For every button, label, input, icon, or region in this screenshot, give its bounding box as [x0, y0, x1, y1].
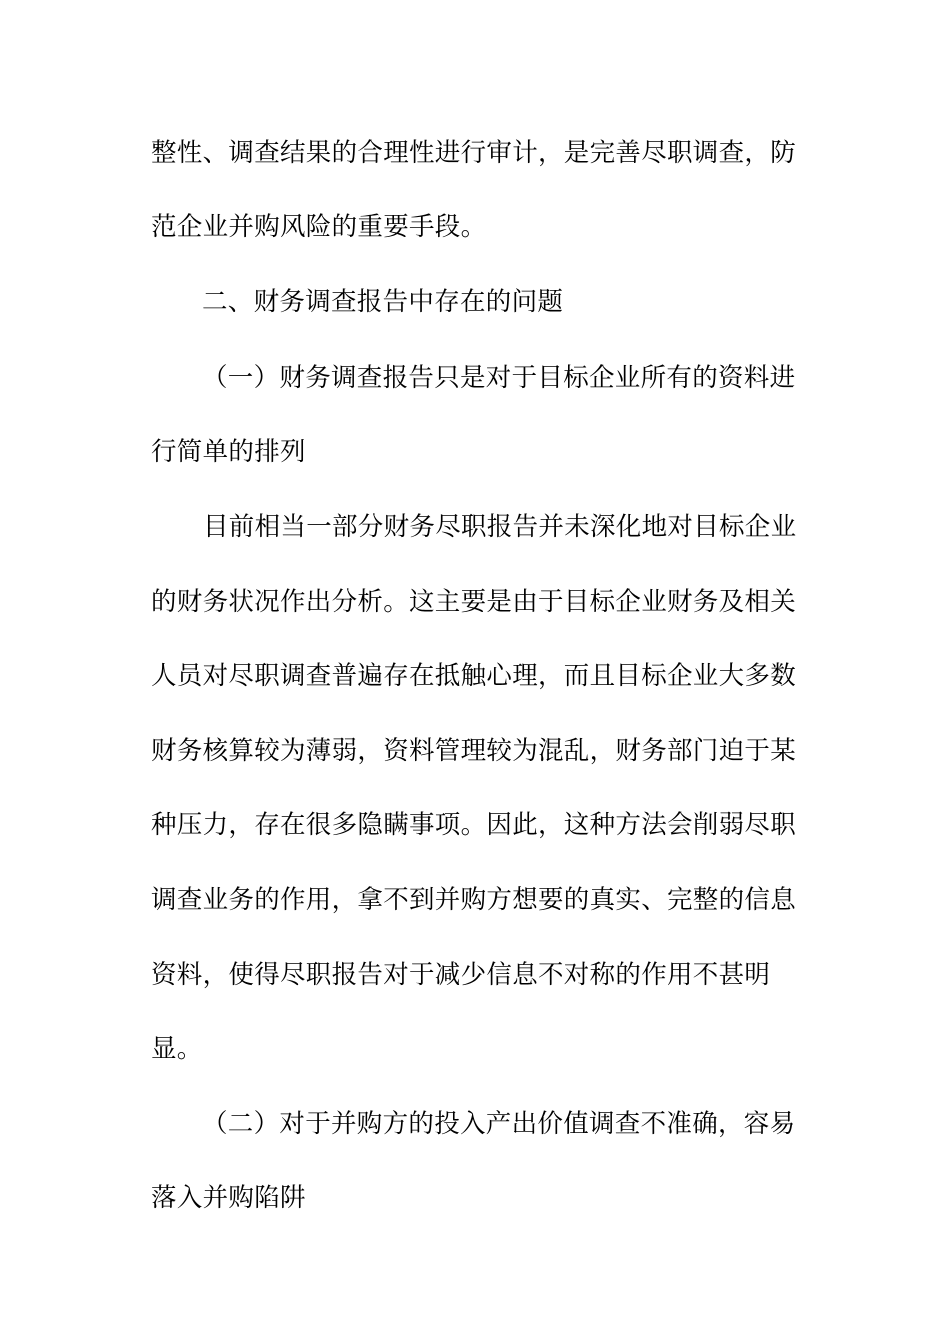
paragraph-line: 资料，使得尽职报告对于减少信息不对称的作用不甚明: [151, 960, 771, 990]
subsection-heading: （二）对于并购方的投入产出价值调查不准确，容易: [202, 1109, 796, 1139]
paragraph-line: 人员对尽职调查普遍存在抵触心理，而且目标企业大多数: [151, 661, 797, 691]
paragraph-line: 目前相当一部分财务尽职报告并未深化地对目标企业: [203, 512, 797, 542]
paragraph-line: 整性、调查结果的合理性进行审计，是完善尽职调查，防: [151, 138, 797, 168]
paragraph-line: 的财务状况作出分析。这主要是由于目标企业财务及相关: [151, 587, 797, 617]
section-heading: 二、财务调查报告中存在的问题: [202, 287, 564, 317]
paragraph-line: 调查业务的作用，拿不到并购方想要的真实、完整的信息: [151, 885, 797, 915]
paragraph-line: 财务核算较为薄弱，资料管理较为混乱，财务部门迫于某: [151, 736, 797, 766]
paragraph-line: 显。: [151, 1034, 203, 1064]
paragraph-line: 范企业并购风险的重要手段。: [151, 212, 487, 242]
subsection-heading: （一）财务调查报告只是对于目标企业所有的资料进: [202, 363, 796, 393]
paragraph-line: 种压力，存在很多隐瞒事项。因此，这种方法会削弱尽职: [151, 810, 797, 840]
subsection-heading-continued: 落入并购陷阱: [151, 1183, 306, 1213]
subsection-heading-continued: 行简单的排列: [151, 437, 306, 467]
